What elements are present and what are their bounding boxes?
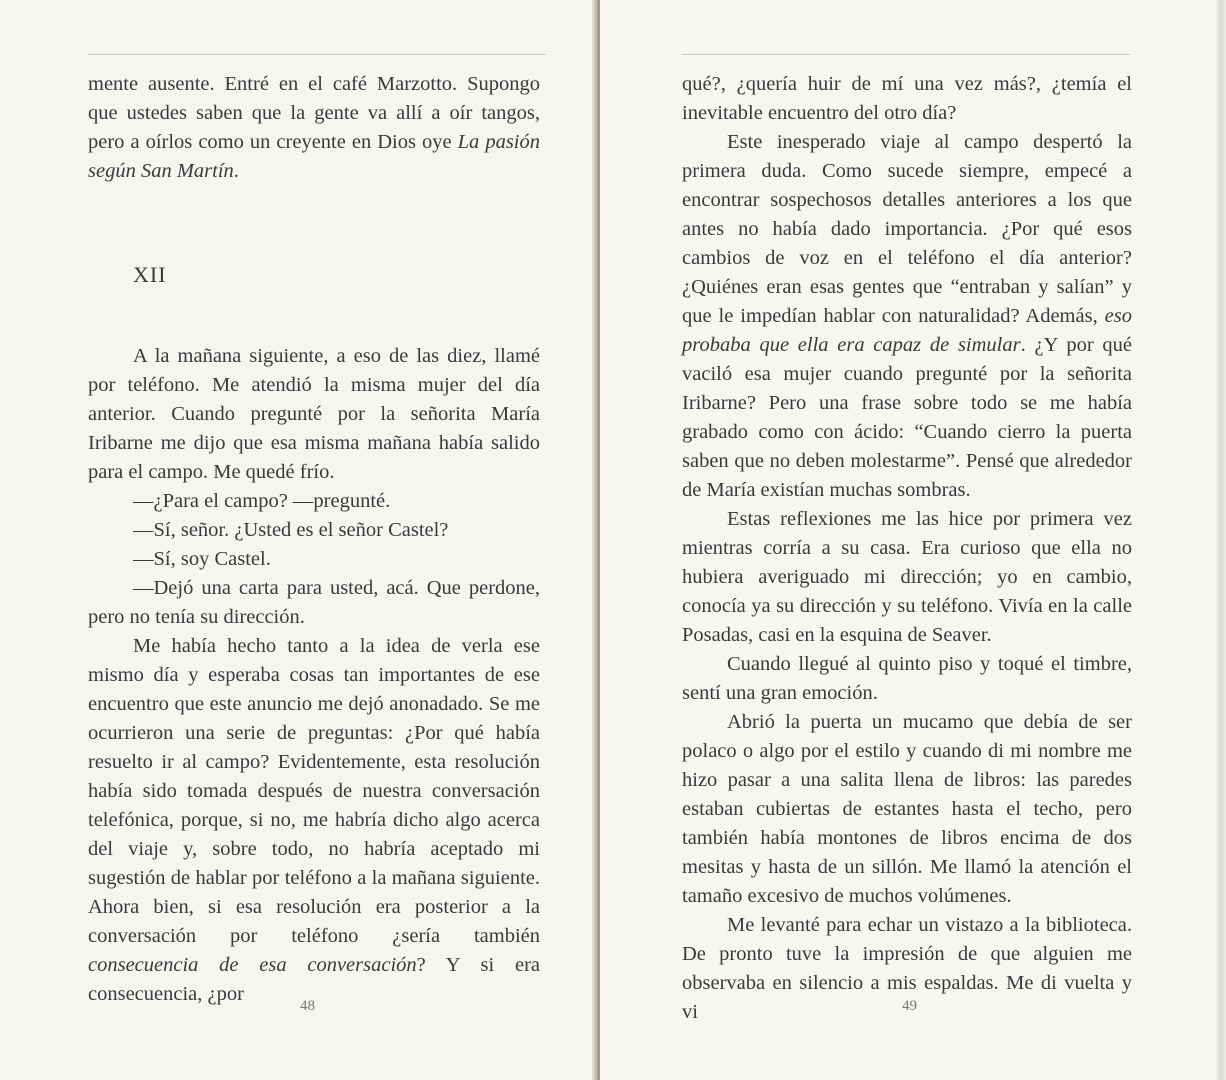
paragraph <box>682 505 1132 650</box>
paragraph <box>682 128 1132 505</box>
text-run: Abrió la puerta un mucamo que debía de ser polaco o algo por el estilo y cuando di mi nombre me hizo pasar a una salita llena de libros: las paredes estaban cubiertas de estantes hasta el techo, pero también había montones de libros encima de dos mesitas y hasta de un sillón. Me llamó la atención el tamaño excesivo de muchos volúmenes. <box>682 711 1132 907</box>
paragraph <box>88 545 540 574</box>
italic-text: eso probaba que ella era capaz de simular <box>682 305 1132 356</box>
text-run: —Sí, señor. ¿Usted es el señor Castel? <box>133 519 449 541</box>
text-run: —Sí, soy Castel. <box>133 548 271 570</box>
text-run: Este inesperado viaje al campo despertó la primera duda. Como sucede siempre, empecé a encontrar sospechosos detalles anteriores a los que antes no había dado importancia. ¿Por qué esos cambios de voz en el teléfono el día anterior? ¿Quiénes eran esas gentes que “entraban y salían” y que le impedían hablar con naturalidad? Además, <box>682 131 1132 327</box>
right-body-text <box>682 70 1132 1027</box>
text-run: —¿Para el campo? —pregunté. <box>133 490 391 512</box>
paragraph <box>88 487 540 516</box>
page-edge <box>1216 0 1226 1080</box>
text-run: mente ausente. Entré en el café Marzotto. Supongo que ustedes saben que la gente va allí a oír tangos, pero a oírlos como un creyente en Dios oye <box>88 73 540 153</box>
italic-text: consecuencia de esa conversación <box>88 954 417 976</box>
right-page <box>600 0 1220 1080</box>
text-run: A la mañana siguiente, a eso de las diez, llamé por teléfono. Me atendió la misma mujer del día anterior. Cuando pregunté por la señorita María Iribarne me dijo que esa misma mañana había salido para el campo. Me quedé frío. <box>88 345 540 483</box>
paragraph <box>88 70 540 186</box>
text-run: ? Y si era consecuencia, ¿por <box>88 954 540 1005</box>
paragraph <box>682 650 1132 708</box>
text-run: Me levanté para echar un vistazo a la biblioteca. De pronto tuve la impresión de que alguien me observaba en silencio a mis espaldas. Me di vuelta y vi <box>682 914 1132 1023</box>
page-number: 48 <box>300 998 315 1014</box>
header-rule <box>682 54 1130 55</box>
chapter-heading: XII <box>133 262 167 287</box>
header-rule <box>88 54 546 55</box>
left-opening-text <box>88 70 540 186</box>
paragraph <box>88 632 540 1009</box>
text-run: Me había hecho tanto a la idea de verla ese mismo día y esperaba cosas tan importantes de ese encuentro que este anuncio me dejó anonadado. Se me ocurrieron una serie de preguntas: ¿Por qué había resuelto ir al campo? Evidentemente, esta resolución había sido tomada después de nuestra conversación telefónica, porque, si no, me habría dicho algo acerca del viaje y, sobre todo, no habría aceptado mi sugestión de hablar por teléfono a la mañana siguiente. Ahora bien, si esa resolución era posterior a la conversación por teléfono ¿sería también <box>88 635 540 947</box>
text-run: qué?, ¿quería huir de mí una vez más?, ¿temía el inevitable encuentro del otro día? <box>682 73 1132 124</box>
text-run: —Dejó una carta para usted, acá. Que perdone, pero no tenía su dirección. <box>88 577 540 628</box>
paragraph <box>682 70 1132 128</box>
italic-text: La pasión según San Martín <box>88 131 540 182</box>
text-run: Cuando llegué al quinto piso y toqué el timbre, sentí una gran emoción. <box>682 653 1132 704</box>
text-run: . <box>233 160 239 182</box>
paragraph <box>682 708 1132 911</box>
paragraph <box>88 342 540 487</box>
paragraph <box>88 574 540 632</box>
text-run: Estas reflexiones me las hice por primera vez mientras corría a su casa. Era curioso que ella no hubiera averiguado mi dirección; yo en cambio, conocía ya su dirección y su teléfono. Vivía en la calle Posadas, casi en la esquina de Seaver. <box>682 508 1132 646</box>
left-body-text <box>88 342 540 1009</box>
page-number: 49 <box>902 998 917 1014</box>
text-run: . ¿Y por qué vaciló esa mujer cuando pregunté por la señorita Iribarne? Pero una frase sobre todo se me había grabado como con ácido: “Cuando cierro la puerta saben que no deben molestarme”. Pensé que alrededor de María existían muchas sombras. <box>682 334 1132 501</box>
left-page <box>0 0 594 1080</box>
right-paragraphs <box>682 128 1132 1027</box>
paragraph <box>88 516 540 545</box>
